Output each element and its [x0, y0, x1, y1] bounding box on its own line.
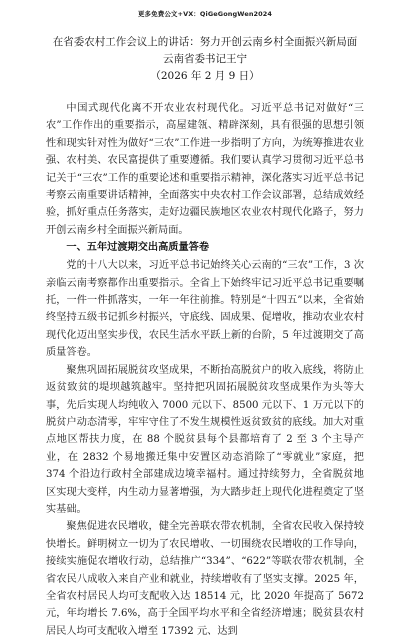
document-title: 在省委农村工作会议上的讲话：努力开创云南乡村全面振兴新局面 [52, 36, 358, 48]
promo-banner: 更多免费公文+VX：QiGeGongWen2024 [137, 10, 273, 18]
paragraph-1: 党的十八大以来，习近平总书记始终关心云南的“三农”工作，3 次亲临云南考察都作出重要指示。全省上下始终牢记习近平总书记重要嘱托，一件一件抓落实，一年一年往前推。特别是“十四五”以来，全省始终坚持五级书记抓乡村振兴，守底线、固成果、促增收，推动农业农村现代化迈出坚实步伐，农民生活水平跃上新的台阶，5 年过渡期交了高质量答卷。 [46, 260, 364, 359]
document-date: （2026 年 2 月 9 日） [150, 70, 260, 82]
paragraph-3: 聚焦促进农民增收，健全完善联农带农机制，全省农民收入保持较快增长。鲜明树立一切为了农民增收、一切围绕农民增收的工作导向，接续实施促农增收行动，总结推广“334”、“622”等联农带农机制，全省农民八成收入来自产业和就业，持续增收有了坚实支撑。2025 年，全省农村居民人均可支配收入达 18514 元，比 2020 年提高了 5672 元，年均增长 7.6%，高于全国平均水平和全省经济增速；脱贫县农村居民人均可支配收入增至 17392 元、达到 [46, 521, 364, 637]
paragraph-2: 聚焦巩固拓展脱贫攻坚成果，不断抬高脱贫户的收入底线，将防止返贫致贫的堤坝越筑越牢。坚持把巩固拓展脱贫攻坚成果作为头等大事，先后实现人均纯收入 7000 元以下、8500 元以下、1 万元以下的脱贫户动态清零，牢牢守住了不发生规模性返贫致贫的底线。加大对重点地区帮扶力度，在 88 个脱贫县每个县都培育了 2 至 3 个主导产业，在 2832 个易地搬迁集中安置区动态消除了“零就业”家庭，把 374 个沿边行政村全部建成边境幸福村。通过持续努力，全省脱贫地区实现大变样，内生动力显著增强，为大踏步赶上现代化进程奠定了坚实基础。 [46, 364, 364, 515]
document-page [46, 34, 364, 640]
document-author: 云南省委书记王宁 [163, 53, 247, 65]
section-heading: 一、五年过渡期交出高质量答卷 [66, 242, 210, 254]
intro-paragraph: 中国式现代化离不开农业农村现代化。习近平总书记对做好“三农”工作作出的重要指示，高屋建瓴、精辟深刻，具有很强的思想引领性和现实针对性为做好“三农”工作进一步指明了方向，为统筹推进农业强、农村美、农民富提供了重要遵循。我们要认真学习贯彻习近平总书记关于“三农”工作的重要论述和重要指示精神，深化落实习近平总书记考察云南重要讲话精神，全面落实中央农村工作会议部署，总结成效经验，抓好重点任务落实，走好边疆民族地区农业农村现代化路子，努力开创云南乡村全面振兴新局面。 [46, 103, 364, 236]
title-spacer [46, 85, 364, 100]
